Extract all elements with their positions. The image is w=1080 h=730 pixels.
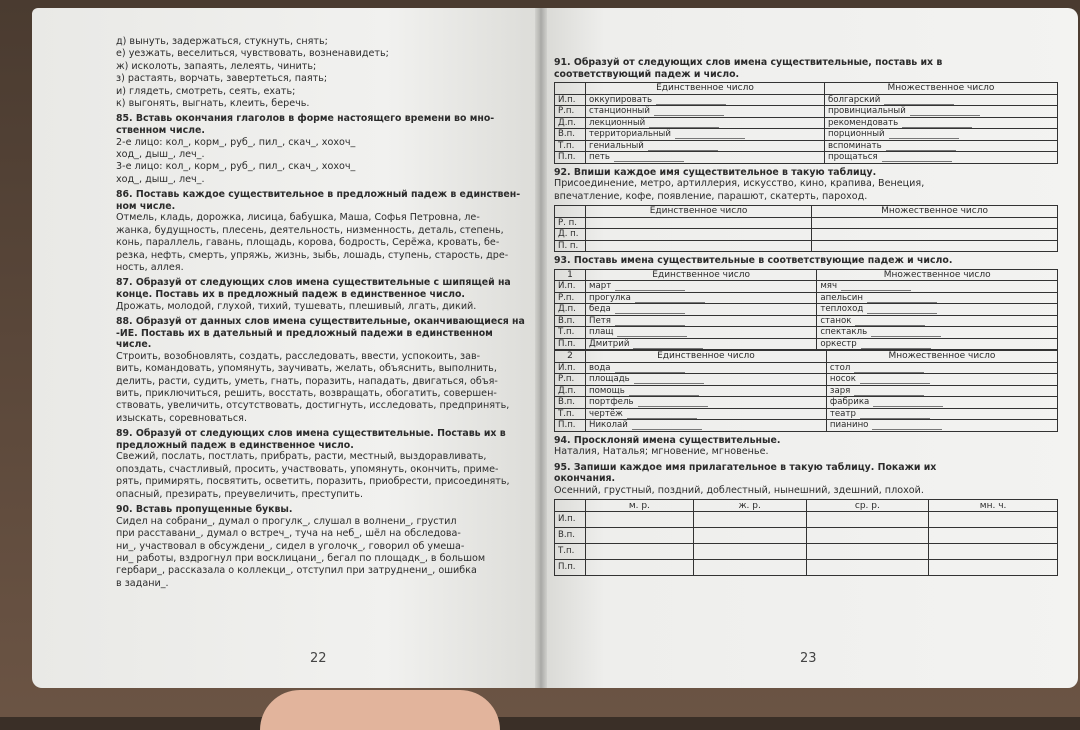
left-page [32,8,540,688]
exercise-line: ни_ работы, вздрогнул при восклицани_, бегал по площадк_, в большом [116,552,486,564]
exercise-line: вить, приключиться, решить, восстать, возвращать, обогатить, совершен- [116,388,497,400]
case-label: Р.п. [555,292,586,304]
case-label: П.п. [555,338,586,350]
answer-cell[interactable] [586,229,812,241]
exercise-line: опоздать, счастливый, просить, участвовать, упомянуть, окончить, приме- [116,463,499,475]
answer-cell[interactable]: Дмитрий [586,338,817,350]
task-title: -ИЕ. Поставь их в дательный и предложный падежи в единственном [116,327,493,339]
table-row [555,374,1058,386]
answer-cell[interactable]: чертёж [586,408,827,420]
answer-cell[interactable]: станционный [586,106,825,118]
answer-cell[interactable] [693,543,806,559]
answer-cell[interactable]: оккупировать [586,94,825,106]
table-row [555,304,1058,316]
answer-cell[interactable] [586,511,694,527]
exercise-line: Строить, возобновлять, создать, расследовать, ввести, успокоить, зав- [116,350,481,362]
task-title: окончания. [554,473,616,485]
table-row [555,281,1058,293]
task-88 [116,316,528,425]
answer-cell[interactable]: заря [826,385,1057,397]
exercise-line: конь, параллель, гавань, площадь, корова, бодрость, Серёжа, кровать, бе- [116,237,500,249]
intro-line: е) уезжать, веселиться, чувствовать, возненавидеть; [116,48,389,60]
exercise-line: 2-е лицо: кол_, корм_, руб_, пил_, скач_, хохоч_ [116,136,356,148]
table-row [555,315,1058,327]
exercise-line: 3-е лицо: кол_, корм_, руб_, пил_, скач_, хохоч_ [116,161,356,173]
answer-cell[interactable] [929,543,1058,559]
exercise-line: Присоединение, метро, артиллерия, искусство, кино, крапива, Венеция, [554,178,925,190]
exercise-line: резка, нефть, смерть, упряжь, жизнь, зыбь, лошадь, ступень, старость, дре- [116,249,509,261]
answer-cell[interactable] [693,559,806,575]
case-label: Т.п. [555,327,586,339]
answer-cell[interactable]: рекомендовать [824,117,1057,129]
exercise-line: ность, аллея. [116,262,184,274]
answer-cell[interactable]: спектакль [817,327,1058,339]
table-row [555,385,1058,397]
task-title: ном числе. [116,200,176,212]
intro-line: з) растаять, ворчать, завертеться, паять; [116,73,328,85]
book-spine [535,8,547,688]
table-row [555,106,1058,118]
table-row [555,559,1058,575]
exercise-line: ход_, дыш_, леч_. [116,149,205,161]
column-header: Множественное число [824,83,1057,95]
adjective-table [554,499,1058,576]
answer-cell[interactable]: театр [826,408,1057,420]
answer-cell[interactable] [929,559,1058,575]
case-label: И.п. [555,511,586,527]
answer-cell[interactable] [812,229,1058,241]
task-title: 87. Образуй от следующих слов имена существительные с шипящей на [116,277,511,289]
answer-cell[interactable]: территориальный [586,129,825,141]
answer-cell[interactable]: теплоход [817,304,1058,316]
case-label: В.п. [555,129,586,141]
table-row [555,327,1058,339]
table-row [555,543,1058,559]
case-label: Д.п. [555,385,586,397]
case-label: И.п. [555,281,586,293]
case-label: И.п. [555,94,586,106]
case-label: Т.п. [555,140,586,152]
exercise-line: делить, расти, судить, уметь, гнать, поразить, нападать, двигаться, объя- [116,375,498,387]
exercise-line: Осенний, грустный, поздний, доблестный, нынешний, здешний, плохой. [554,484,924,496]
table-row [555,240,1058,252]
column-header: Множественное число [812,206,1058,218]
answer-cell[interactable]: портфель [586,397,827,409]
task-91 [554,57,1058,164]
task-title: 86. Поставь каждое существительное в предложный падеж в единствен- [116,189,521,201]
intro-line: и) глядеть, смотреть, сеять, ехать; [116,85,296,97]
task-title: конце. Поставь их в предложный падеж в единственное число. [116,289,465,301]
declension-table [554,82,1058,164]
table-row [555,362,1058,374]
open-workbook [32,8,1078,698]
exercise-line: изыскать, соревноваться. [116,412,248,424]
case-label: В.п. [555,315,586,327]
table-row [555,292,1058,304]
answer-cell[interactable]: вспоминать [824,140,1057,152]
case-label: Р.п. [555,374,586,386]
declension-table-2 [554,350,1058,432]
table-row [555,397,1058,409]
exercise-line: гербари_, рассказала о коллекци_, отступил при затруднени_, ошибка [116,565,477,577]
answer-cell[interactable] [693,511,806,527]
exercise-line: жанка, будущность, плесень, деятельность, низменность, деталь, степень, [116,224,504,236]
case-label: П. п. [555,240,586,252]
column-header: Единственное число [586,206,812,218]
task-title: ственном числе. [116,125,205,137]
answer-cell[interactable] [806,559,929,575]
exercise-line: Свежий, послать, постлать, прибрать, расти, местный, выздоравливать, [116,451,487,463]
task-85 [116,113,528,186]
answer-cell[interactable]: стол [826,362,1057,374]
exercise-line: ствовать, увеличить, отсутствовать, достигнуть, исследовать, предпринять, [116,400,510,412]
column-header: мн. ч. [929,500,1058,512]
case-label: П.п. [555,152,586,164]
task-93 [554,255,1058,432]
task-title: числе. [116,339,152,351]
exercise-line: Сидел на собрани_, думал о прогулк_, слушал в волнени_, грустил [116,515,457,527]
column-header: Единственное число [586,83,825,95]
table-row [555,408,1058,420]
task-title: 94. Просклоняй имена существительные. [554,434,781,446]
answer-cell[interactable] [812,217,1058,229]
right-page [540,8,1078,688]
column-header: ср. р. [806,500,929,512]
exercise-line: впечатление, кофе, появление, парашют, скатерть, пароход. [554,190,868,202]
task-title: 89. Образуй от следующих слов имена существительные. Поставь их в [116,428,506,440]
answer-cell[interactable]: Николай [586,420,827,432]
task-title: 90. Вставь пропущенные буквы. [116,504,293,516]
hand-holding-book [260,690,500,730]
column-header: Множественное число [826,351,1057,363]
case-label: Т.п. [555,543,586,559]
declension-table [554,205,1058,252]
answer-cell[interactable]: площадь [586,374,827,386]
task-title: 91. Образуй от следующих слов имена существительные, поставь их в [554,57,943,68]
table-row [555,94,1058,106]
task-title: 88. Образуй от данных слов имена существительные, оканчивающиеся на [116,316,525,328]
answer-cell[interactable]: вода [586,362,827,374]
case-label: Р.п. [555,106,586,118]
table-row [555,152,1058,164]
column-header: ж. р. [693,500,806,512]
answer-cell[interactable] [929,511,1058,527]
table-row [555,338,1058,350]
exercise-line: Дрожать, молодой, глухой, тихий, тушевать, плешивый, лгать, дикий. [116,300,477,312]
intro-line: д) вынуть, задержаться, стукнуть, снять; [116,36,328,47]
case-label: П.п. [555,420,586,432]
answer-cell[interactable] [806,511,929,527]
answer-cell[interactable] [812,240,1058,252]
case-label: Д.п. [555,304,586,316]
exercise-line: опасный, презирать, преувеличить, преступить. [116,488,364,500]
case-label: Т.п. [555,408,586,420]
column-header: Единственное число [586,351,827,363]
case-label: Д. п. [555,229,586,241]
page-number: 22 [310,651,327,666]
answer-cell[interactable]: пианино [826,420,1057,432]
answer-cell[interactable]: оркестр [817,338,1058,350]
task-title: 95. Запиши каждое имя прилагательное в такую таблицу. Покажи их [554,461,937,473]
intro-list [116,36,528,110]
answer-cell[interactable]: болгарский [824,94,1057,106]
exercise-line: вить, командовать, упомянуть, заучивать, желать, объяснить, выполнить, [116,363,497,375]
table-row [555,217,1058,229]
answer-cell[interactable]: март [586,281,817,293]
task-95 [554,462,1058,576]
answer-cell[interactable]: петь [586,152,825,164]
task-94 [554,435,1058,459]
table-row [555,129,1058,141]
answer-cell[interactable] [929,527,1058,543]
answer-cell[interactable]: носок [826,374,1057,386]
answer-cell[interactable] [806,527,929,543]
answer-cell[interactable] [586,543,694,559]
intro-line: ж) исколоть, запаять, лелеять, чинить; [116,60,317,72]
task-86 [116,189,528,274]
answer-cell[interactable]: мяч [817,281,1058,293]
answer-cell[interactable]: фабрика [826,397,1057,409]
exercise-line: ход_, дыш_, леч_. [116,173,205,185]
task-90 [116,504,528,590]
answer-cell[interactable]: прогулка [586,292,817,304]
part-label: 1 [555,269,586,281]
task-87 [116,277,528,313]
exercise-line: при расставани_, думал о встреч_, туча на неб_, шёл на обследова- [116,528,461,540]
table-row [555,140,1058,152]
answer-cell[interactable]: беда [586,304,817,316]
answer-cell[interactable] [586,240,812,252]
column-header: Единственное число [586,269,817,281]
table-row [555,229,1058,241]
case-label: Д.п. [555,117,586,129]
task-89 [116,428,528,501]
answer-cell[interactable] [586,217,812,229]
exercise-line: Отмель, кладь, дорожка, лисица, бабушка, Маша, Софья Петровна, ле- [116,212,480,224]
answer-cell[interactable]: порционный [824,129,1057,141]
answer-cell[interactable]: лекционный [586,117,825,129]
answer-cell[interactable]: прощаться [824,152,1057,164]
declension-table-1 [554,269,1058,351]
exercise-line: рять, примирять, посвятить, осветить, поразить, приобрести, присоединять, [116,476,510,488]
task-title: 92. Впиши каждое имя существительное в такую таблицу. [554,166,877,178]
task-title: 85. Вставь окончания глаголов в форме настоящего времени во мно- [116,113,495,125]
answer-cell[interactable] [806,543,929,559]
answer-cell[interactable] [586,527,694,543]
task-92 [554,167,1058,252]
answer-cell[interactable]: станок [817,315,1058,327]
answer-cell[interactable]: Петя [586,315,817,327]
intro-line: к) выгонять, выгнать, клеить, беречь. [116,98,310,110]
answer-cell[interactable] [586,559,694,575]
exercise-line: ни_, участвовал в обсуждени_, сидел в уголочк_, говорил об умеша- [116,540,465,552]
case-label: В.п. [555,397,586,409]
answer-cell[interactable] [693,527,806,543]
page-number: 23 [800,651,817,666]
column-header: Множественное число [817,269,1058,281]
case-label: В.п. [555,527,586,543]
table-row [555,117,1058,129]
table-row [555,527,1058,543]
answer-cell[interactable]: гениальный [586,140,825,152]
answer-cell[interactable]: плащ [586,327,817,339]
table-row [555,511,1058,527]
case-label: И.п. [555,362,586,374]
answer-cell[interactable]: провинциальный [824,106,1057,118]
exercise-line: в задани_. [116,577,169,589]
task-title: соответствующий падеж и число. [554,68,740,80]
exercise-line: Наталия, Наталья; мгновение, мгновенье. [554,446,769,458]
task-title: предложный падеж в единственное число. [116,439,354,451]
case-label: П.п. [555,559,586,575]
part-label: 2 [555,351,586,363]
table-row [555,420,1058,432]
answer-cell[interactable]: помощь [586,385,827,397]
column-header: м. р. [586,500,694,512]
case-label: Р. п. [555,217,586,229]
answer-cell[interactable]: апельсин [817,292,1058,304]
task-title: 93. Поставь имена существительные в соответствующие падеж и число. [554,255,953,267]
